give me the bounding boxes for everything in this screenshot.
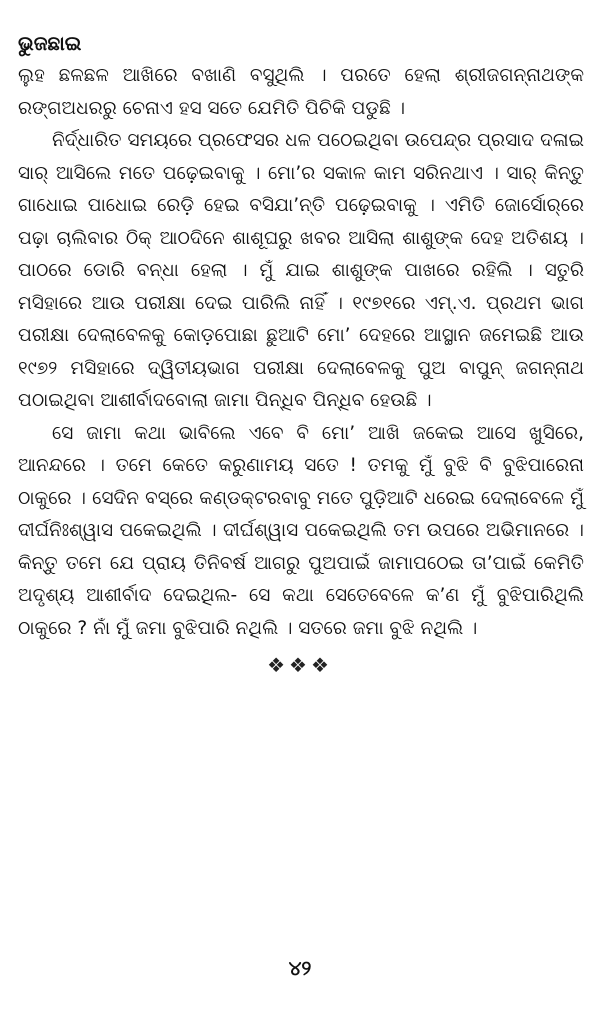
body-text bbox=[18, 60, 584, 645]
page-number: ୪୨ bbox=[288, 956, 312, 980]
paragraph-2: ନିର୍ଦ୍ଧାରିତ ସମୟରେ ପ୍ରଫେସର ଧଳ ପଠେଇଥିବା ଉପେନ୍ଦ୍ର ପ୍ରସାଦ ଦଳାଇ ସାର୍ ଆସିଲେ ମତେ ପଢ଼େଇବାକୁ । ମୋ’ର ସକାଳ କାମ ସରିନଥାଏ । ସାର୍ କିନ୍ତୁ ଗାଧୋଇ ପାଧୋଇ ରେଡ଼ି ହେଇ ବସିଯା’ନ୍ତି ପଢ଼େଇବାକୁ । ଏମିତି ଜୋର୍ସୋର୍‌ରେ ପଢ଼ା ଚାଲିବାର ଠିକ୍ ଆଠଦିନେ ଶାଶୂଘରୁ ଖବର ଆସିଲା ଶାଶୁଙ୍କ ଦେହ ଅତିଶୟ । ପାଠରେ ଡୋରି ବନ୍ଧା ହେଲା । ମୁଁ ଯାଇ ଶାଶୁଙ୍କ ପାଖରେ ରହିଲି । ସତୁରି ମସିହାରେ ଆଉ ପରୀକ୍ଷା ଦେଇ ପାରିଲି ନାହିଁ । ୧୯୭୧ରେ ଏମ୍.ଏ. ପ୍ରଥମ ଭାଗ ପରୀକ୍ଷା ଦେଲାବେଳକୁ କୋଡ଼ପୋଛା ଛୁଆଟି ମୋ’ ଦେହରେ ଆସ୍ଥାନ ଜମେଇଛି ଆଉ ୧୯୭୨ ମସିହାରେ ଦ୍ୱିତୀୟଭାଗ ପରୀକ୍ଷା ଦେଲାବେଳକୁ ପୁଅ ବାପୁନ୍ ଜଗନ୍ନାଥ ପଠାଇଥିବା ଆଶୀର୍ବାଦବୋଲା ଜାମା ପିନ୍ଧିବ ପିନ୍ଧିବ ହେଉଛି । bbox=[18, 130, 584, 411]
running-head: ଭୁଜଛାଇ bbox=[18, 31, 82, 55]
paragraph-1: ଲୁହ ଛଳଛଳ ଆଖିରେ ବଖାଣି ବସୁଥିଲି । ପରତେ ହେଲା ଶ୍ରୀଜଗନ୍ନାଥଙ୍କ ରଙ୍ଗଅଧରରୁ ଚେନାଏ ହସ ସତେ ଯେମିତି ପିଚିକି ପଡୁଛି । bbox=[18, 65, 584, 119]
paragraph-3: ସେ ଜାମା କଥା ଭାବିଲେ ଏବେ ବି ମୋ’ ଆଖି ଜକେଇ ଆସେ ଖୁସିରେ, ଆନନ୍ଦରେ । ତମେ କେତେ କରୁଣାମୟ ସତେ ! ତମକୁ ମୁଁ ବୁଝି ବି ବୁଝିପାରେନା ଠାକୁରେ । ସେଦିନ ବସ୍‌ରେ କଣ୍ଡକ୍ଟରବାବୁ ମତେ ପୁଡ଼ିଆଟି ଧରେଇ ଦେଲାବେଳେ ମୁଁ ଦୀର୍ଘନିଃଶ୍ୱାସ ପକେଇଥିଲି । ଦୀର୍ଘଶ୍ୱାସ ପକେଇଥିଲି ତମ ଉପରେ ଅଭିମାନରେ । କିନ୍ତୁ ତମେ ଯେ ପ୍ରାୟ ତିନିବର୍ଷ ଆଗରୁ ପୁଅପାଇଁ ଜାମାପଠେଇ ତା’ପାଇଁ କେମିତି ଅଦୃଶ୍ୟ ଆଶୀର୍ବାଦ ଦେଇଥିଲ- ସେ କଥା ସେତେବେଳେ କ’ଣ ମୁଁ ବୁଝିପାରିଥିଲି ଠାକୁରେ ? ନାଁ ମୁଁ ଜମା ବୁଝିପାରି ନଥିଲି । ସତରେ ଜମା ବୁଝି ନଥିଲି । bbox=[18, 422, 584, 639]
section-ornament: ❖❖❖ bbox=[267, 653, 333, 677]
